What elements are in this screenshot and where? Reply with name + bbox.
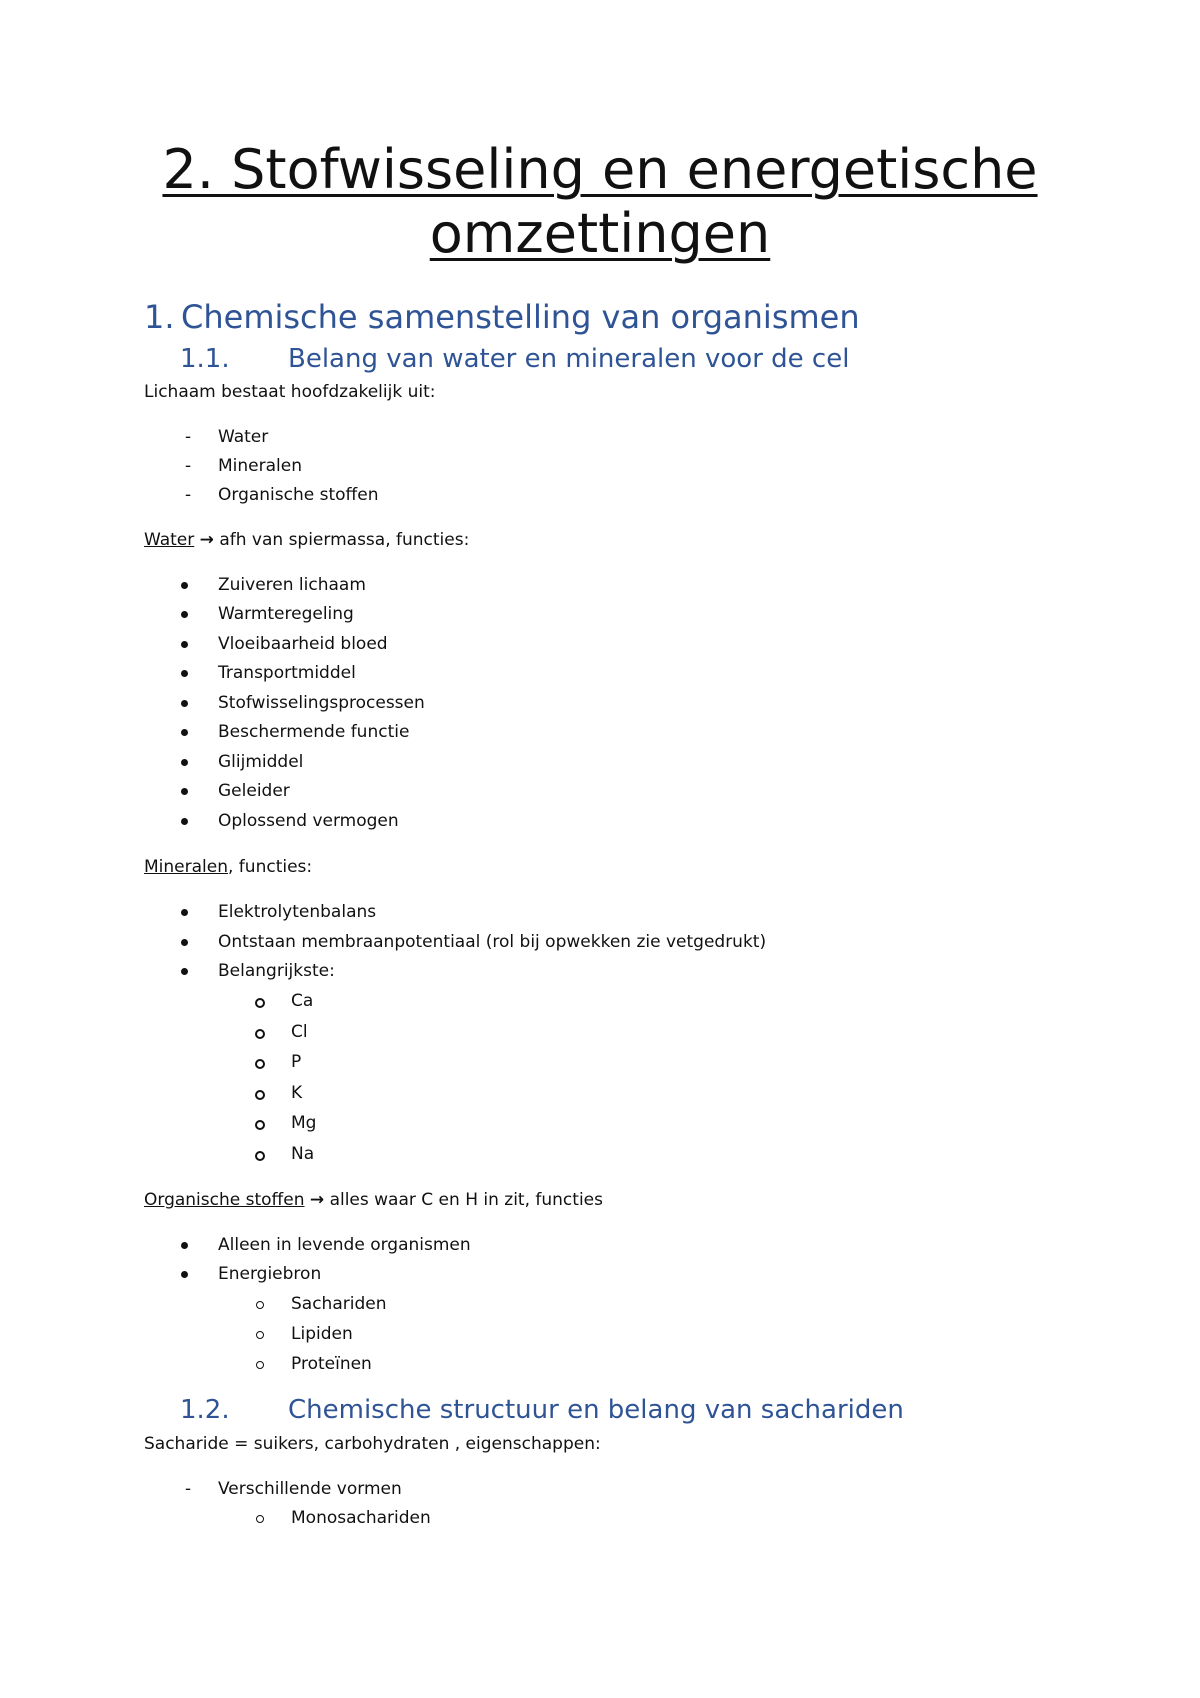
section-heading-1 xyxy=(144,298,860,336)
subsection-label: Chemische structuur en belang van sachariden xyxy=(288,1395,904,1425)
circle-bullet-icon xyxy=(256,1515,264,1523)
element-item: K xyxy=(291,1083,303,1103)
list-item: Ontstaan membraanpotentiaal (rol bij opwekken zie vetgedrukt) xyxy=(218,932,767,952)
list-item: Glijmiddel xyxy=(218,752,304,772)
bullet-icon xyxy=(181,582,188,589)
water-paragraph xyxy=(144,530,469,550)
organic-heading: Organische stoffen xyxy=(144,1190,305,1210)
subsection-heading-1-1 xyxy=(180,344,849,374)
bullet-icon xyxy=(181,729,188,736)
bullet-icon xyxy=(181,1242,188,1249)
list-item: Warmteregeling xyxy=(218,604,354,624)
list-item: Verschillende vormen xyxy=(218,1479,402,1499)
sub-list-item: Sachariden xyxy=(291,1294,387,1314)
element-item: Cl xyxy=(291,1022,308,1042)
circle-bullet-icon xyxy=(256,1361,264,1369)
document-title: 2. Stofwisseling en energetische omzettingen xyxy=(162,138,1038,265)
list-item: Water xyxy=(218,427,269,447)
list-item: Oplossend vermogen xyxy=(218,811,399,831)
bullet-icon xyxy=(181,759,188,766)
bullet-icon xyxy=(181,909,188,916)
sub-list-item: Lipiden xyxy=(291,1324,353,1344)
list-item: Vloeibaarheid bloed xyxy=(218,634,388,654)
bullet-icon xyxy=(181,611,188,618)
bullet-icon xyxy=(181,968,188,975)
list-item: Alleen in levende organismen xyxy=(218,1235,471,1255)
element-item: Ca xyxy=(291,991,314,1011)
minerals-paragraph xyxy=(144,857,312,877)
sub-list-item: Proteïnen xyxy=(291,1354,372,1374)
list-item: Zuiveren lichaam xyxy=(218,575,366,595)
section-number: 1. xyxy=(144,298,175,336)
element-item: Na xyxy=(291,1144,315,1164)
circle-bullet-icon xyxy=(255,1090,265,1100)
list-item: Mineralen xyxy=(218,456,302,476)
arrow-icon: → xyxy=(309,1190,325,1210)
bullet-icon xyxy=(181,700,188,707)
list-item: Belangrijkste: xyxy=(218,961,335,981)
minerals-description: , functies: xyxy=(228,857,313,877)
bullet-icon xyxy=(181,1271,188,1278)
subsection-number: 1.2. xyxy=(180,1395,230,1425)
bullet-icon xyxy=(181,641,188,648)
section-label: Chemische samenstelling van organismen xyxy=(181,298,860,336)
subsection-number: 1.1. xyxy=(180,344,230,374)
list-item: Beschermende functie xyxy=(218,722,410,742)
organic-description: alles waar C en H in zit, functies xyxy=(329,1190,603,1210)
circle-bullet-icon xyxy=(255,1059,265,1069)
organic-paragraph xyxy=(144,1190,603,1210)
list-item: Stofwisselingsprocessen xyxy=(218,693,425,713)
list-item: Geleider xyxy=(218,781,290,801)
intro-text: Lichaam bestaat hoofdzakelijk uit: xyxy=(144,382,436,402)
subsection-heading-1-2 xyxy=(180,1395,904,1425)
minerals-heading: Mineralen xyxy=(144,857,228,877)
subsection-label: Belang van water en mineralen voor de cel xyxy=(288,344,850,374)
list-item: Transportmiddel xyxy=(218,663,356,683)
water-description: afh van spiermassa, functies: xyxy=(219,530,470,550)
dash-marker: - xyxy=(185,456,192,476)
element-item: P xyxy=(291,1052,302,1072)
circle-bullet-icon xyxy=(255,1029,265,1039)
arrow-icon: → xyxy=(199,530,214,550)
bullet-icon xyxy=(181,939,188,946)
sacharide-intro: Sacharide = suikers, carbohydraten , eigenschappen: xyxy=(144,1434,601,1454)
list-item: Energiebron xyxy=(218,1264,322,1284)
dash-marker: - xyxy=(185,1479,192,1499)
dash-marker: - xyxy=(185,427,192,447)
sub-list-item: Monosachariden xyxy=(291,1508,431,1528)
circle-bullet-icon xyxy=(256,1331,264,1339)
dash-marker: - xyxy=(185,485,192,505)
circle-bullet-icon xyxy=(255,1120,265,1130)
water-heading: Water xyxy=(144,530,195,550)
bullet-icon xyxy=(181,788,188,795)
circle-bullet-icon xyxy=(255,1151,265,1161)
list-item: Elektrolytenbalans xyxy=(218,902,377,922)
circle-bullet-icon xyxy=(256,1301,264,1309)
circle-bullet-icon xyxy=(255,998,265,1008)
bullet-icon xyxy=(181,818,188,825)
element-item: Mg xyxy=(291,1113,317,1133)
bullet-icon xyxy=(181,670,188,677)
list-item: Organische stoffen xyxy=(218,485,379,505)
